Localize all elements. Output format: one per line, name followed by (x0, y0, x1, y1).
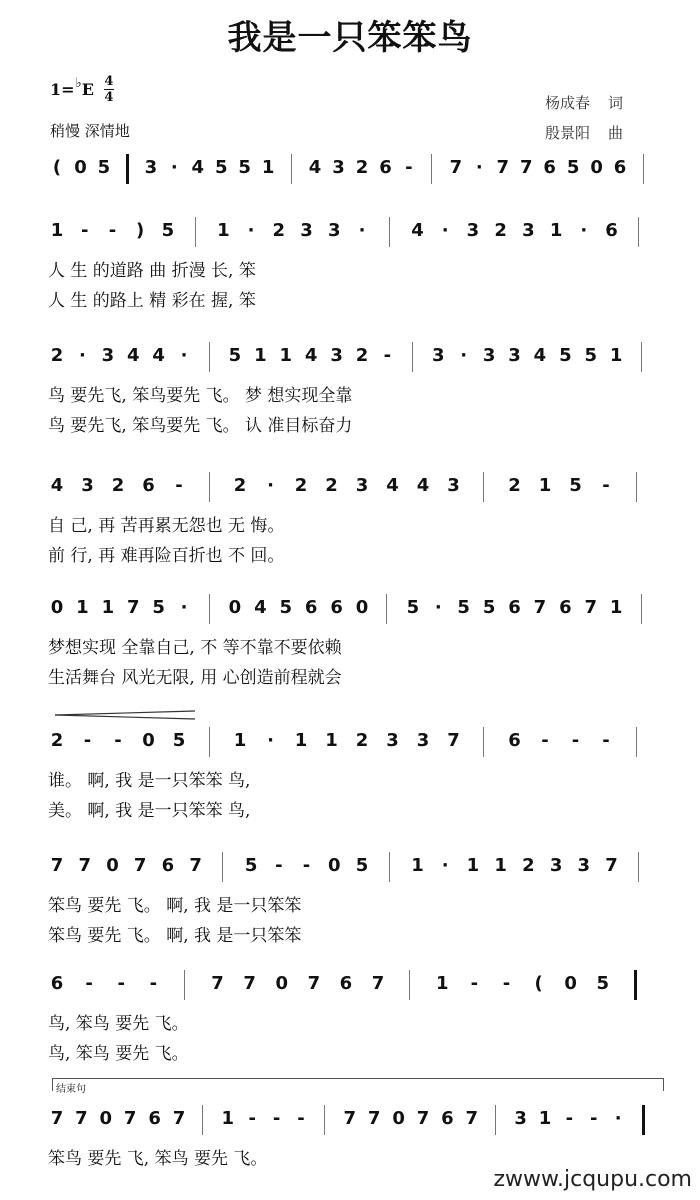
note: 2 (50, 730, 64, 751)
note: · (180, 345, 188, 366)
dash-note: - (149, 973, 158, 994)
lyrics-verse-2: 鸟, 笨鸟 要先 飞。 (48, 1044, 189, 1064)
note: 1 (609, 597, 623, 618)
note: 1 (494, 855, 507, 876)
dash-note: - (405, 157, 413, 178)
dash-note: - (80, 220, 89, 241)
note: · (441, 220, 449, 241)
time-signature (104, 75, 114, 104)
note: 2 (111, 475, 125, 496)
note: · (267, 730, 274, 751)
note: 7 (189, 855, 202, 876)
note: 3 (514, 1108, 527, 1129)
note: 0 (106, 855, 119, 876)
note: 4 (386, 475, 399, 496)
lyrics-verse-2: 生活舞台 风光无限, 用 心创造前程就会 (48, 668, 342, 688)
note: 6 (339, 973, 353, 994)
note: 6 (508, 597, 521, 618)
note: 1 (261, 157, 275, 178)
note: 7 (343, 1108, 357, 1129)
note: 7 (50, 855, 64, 876)
note: 0 (392, 1108, 405, 1129)
note: 5 (569, 475, 582, 496)
barline (324, 1105, 325, 1135)
note: 3 (522, 220, 535, 241)
note: 7 (50, 1108, 64, 1129)
note: 0 (564, 973, 577, 994)
note: 5 (238, 157, 251, 178)
note: · (434, 597, 442, 618)
lyrics-verse-1: 人 生 的道路 曲 折漫 长, 笨 (48, 261, 256, 281)
note: 3 (431, 345, 445, 366)
note: 6 (330, 597, 343, 618)
note: 5 (279, 597, 293, 618)
note: 5 (559, 345, 572, 366)
dash-note: - (302, 855, 311, 876)
note: 7 (447, 730, 460, 751)
note: 6 (605, 220, 618, 241)
barline (209, 342, 210, 372)
note: 7 (307, 973, 321, 994)
note: 3 (355, 475, 369, 496)
note: 7 (75, 1108, 88, 1129)
dash-note: - (114, 730, 122, 751)
note: 3 (482, 345, 496, 366)
note: 7 (133, 855, 147, 876)
dash-note: - (571, 730, 580, 751)
note: 2 (233, 475, 247, 496)
note: 0 (142, 730, 155, 751)
note: 7 (605, 855, 618, 876)
lyrics-verse-1: 鸟 要先飞, 笨鸟要先 飞。 梦 想实现全靠 (48, 386, 353, 406)
note: 6 (148, 1108, 161, 1129)
note: 2 (494, 220, 507, 241)
note: 4 (533, 345, 547, 366)
note: · (170, 157, 178, 178)
note: 7 (367, 1108, 381, 1129)
note: 5 (584, 345, 598, 366)
composer-credit (545, 118, 623, 148)
note: 0 (275, 973, 288, 994)
note: 7 (243, 973, 256, 994)
note: 6 (559, 597, 572, 618)
note: 7 (584, 597, 598, 618)
note: 2 (355, 157, 369, 178)
note: 7 (172, 1108, 186, 1129)
dash-note: - (248, 1108, 256, 1129)
watermark: zwww.jcqupu.com (493, 1167, 692, 1192)
note: 7 (126, 597, 140, 618)
barline (634, 970, 637, 1000)
note: · (441, 855, 449, 876)
note: 3 (416, 730, 430, 751)
lyrics-verse-1: 谁。 啊, 我 是一只笨笨 鸟, (48, 771, 251, 791)
note: 1 (254, 345, 267, 366)
lyrics-verse-2: 人 生 的路上 精 彩在 握, 笨 (48, 291, 256, 311)
key-prefix: 1= (50, 80, 75, 99)
note: 1 (233, 730, 247, 751)
dash-note: - (83, 730, 92, 751)
composer-role: 曲 (608, 124, 624, 142)
note: 4 (50, 475, 64, 496)
note: 3 (144, 157, 158, 178)
note: 1 (76, 597, 89, 618)
note: ( (52, 157, 62, 178)
barline (386, 594, 387, 624)
lyrics-verse-1: 笨鸟 要先 飞, 笨鸟 要先 飞。 (48, 1149, 268, 1169)
note: 1 (325, 730, 338, 751)
dash-note: - (602, 475, 610, 496)
lyrics-verse-1: 自 己, 再 苦再累无怨也 无 悔。 (48, 516, 285, 536)
dash-note: - (85, 973, 93, 994)
barline (184, 970, 185, 1000)
barline (642, 1105, 645, 1135)
note: 5 (152, 597, 165, 618)
note: 0 (74, 157, 87, 178)
note: 7 (496, 157, 510, 178)
dash-note: - (175, 475, 183, 496)
lyricist-role: 词 (608, 94, 624, 112)
barline (483, 727, 484, 757)
note: 3 (81, 475, 94, 496)
note: 1 (279, 345, 293, 366)
note: 6 (441, 1108, 454, 1129)
note: 4 (411, 220, 424, 241)
time-top: 4 (104, 74, 114, 89)
dash-note: - (108, 220, 117, 241)
note: 5 (406, 597, 420, 618)
lyrics-verse-1: 笨鸟 要先 飞。 啊, 我 是一只笨笨 (48, 896, 302, 916)
barline (209, 472, 210, 502)
note: 0 (50, 597, 64, 618)
note: · (180, 597, 188, 618)
note: 5 (161, 220, 175, 241)
flat-icon: ♭ (75, 76, 82, 91)
lyrics-verse-2: 鸟 要先飞, 笨鸟要先 飞。 认 准目标奋力 (48, 416, 353, 436)
note: 5 (172, 730, 186, 751)
note: 0 (99, 1108, 113, 1129)
ending-bracket (52, 1078, 664, 1091)
note: 7 (123, 1108, 137, 1129)
note: 2 (355, 730, 369, 751)
note: 4 (152, 345, 165, 366)
note: 4 (191, 157, 205, 178)
note: · (614, 1108, 622, 1129)
note: 4 (304, 345, 318, 366)
note: · (267, 475, 274, 496)
note: 2 (508, 475, 521, 496)
note: 0 (228, 597, 242, 618)
barline (389, 852, 390, 882)
barline (638, 217, 639, 247)
barline (638, 852, 639, 882)
barline (483, 472, 484, 502)
key-note: E (81, 80, 94, 99)
barline (126, 154, 129, 184)
note: · (247, 220, 255, 241)
note: 6 (613, 157, 627, 178)
note: 6 (50, 973, 64, 994)
note: 3 (549, 855, 563, 876)
note: 5 (244, 855, 258, 876)
note: 5 (228, 345, 242, 366)
barline (209, 594, 210, 624)
composer-name: 殷景阳 (545, 124, 591, 142)
lyrics-verse-1: 鸟, 笨鸟 要先 飞。 (48, 1014, 189, 1034)
note: ) (136, 220, 145, 241)
time-bottom: 4 (104, 90, 114, 105)
barline (291, 154, 292, 184)
note: 0 (328, 855, 341, 876)
note: 5 (482, 597, 496, 618)
note: 1 (538, 1108, 552, 1129)
note: 5 (457, 597, 470, 618)
note: 0 (590, 157, 603, 178)
barline (222, 852, 223, 882)
note: 1 (435, 973, 449, 994)
ending-label: 结束句 (56, 1084, 86, 1095)
note: 3 (332, 157, 345, 178)
barline (495, 1105, 496, 1135)
tempo-marking: 稍慢 深情地 (50, 122, 130, 140)
note: 7 (449, 157, 463, 178)
note: 3 (386, 730, 399, 751)
dash-note: - (275, 855, 283, 876)
note: 1 (549, 220, 563, 241)
note: 1 (538, 475, 552, 496)
note: 6 (508, 730, 521, 751)
note: 1 (411, 855, 424, 876)
note: 5 (214, 157, 228, 178)
note: 1 (101, 597, 115, 618)
lyricist-credit (545, 88, 623, 118)
note: 6 (142, 475, 155, 496)
barline (636, 472, 637, 502)
note: · (460, 345, 468, 366)
barline (641, 342, 642, 372)
barline (195, 217, 196, 247)
barline (389, 217, 390, 247)
barline (431, 154, 432, 184)
note: 7 (416, 1108, 430, 1129)
note: 1 (466, 855, 480, 876)
dash-note: - (602, 730, 610, 751)
note: 5 (596, 973, 610, 994)
dash-note: - (272, 1108, 281, 1129)
note: 2 (355, 345, 369, 366)
note: 4 (416, 475, 430, 496)
note: 5 (566, 157, 580, 178)
lyrics-verse-2: 笨鸟 要先 飞。 啊, 我 是一只笨笨 (48, 926, 302, 946)
note: 7 (211, 973, 224, 994)
barline (636, 727, 637, 757)
note: 2 (272, 220, 286, 241)
note: 4 (254, 597, 267, 618)
note: 3 (300, 220, 313, 241)
note: 7 (78, 855, 91, 876)
dash-note: - (541, 730, 549, 751)
hairpin-icon (55, 710, 195, 720)
note: 4 (126, 345, 140, 366)
note: · (358, 220, 366, 241)
note: 7 (519, 157, 533, 178)
note: 2 (522, 855, 535, 876)
barline (643, 154, 644, 184)
note: 3 (330, 345, 343, 366)
note: 3 (466, 220, 480, 241)
note: 5 (355, 855, 369, 876)
note: 2 (50, 345, 64, 366)
note: · (580, 220, 588, 241)
lyrics-verse-2: 美。 啊, 我 是一只笨笨 鸟, (48, 801, 251, 821)
barline (202, 1105, 203, 1135)
note: 4 (308, 157, 322, 178)
key-signature (50, 75, 114, 104)
note: 6 (543, 157, 556, 178)
lyrics-verse-2: 前 行, 再 难再险百折也 不 回。 (48, 546, 285, 566)
song-title: 我是一只笨笨鸟 (227, 18, 473, 58)
note: 3 (577, 855, 591, 876)
lyricist-name: 杨成春 (545, 94, 591, 112)
note: 6 (379, 157, 392, 178)
note: 3 (101, 345, 115, 366)
dash-note: - (383, 345, 392, 366)
dash-note: - (470, 973, 479, 994)
barline (641, 594, 642, 624)
note: · (475, 157, 483, 178)
note: 1 (50, 220, 64, 241)
note: 3 (447, 475, 460, 496)
note: 7 (465, 1108, 479, 1129)
dash-note: - (502, 973, 511, 994)
note: 0 (355, 597, 369, 618)
note: 1 (294, 730, 308, 751)
note: · (78, 345, 86, 366)
note: 1 (217, 220, 230, 241)
dash-note: - (117, 973, 125, 994)
note: 7 (533, 597, 547, 618)
note: 1 (609, 345, 623, 366)
dash-note: - (297, 1108, 305, 1129)
lyrics-verse-1: 梦想实现 全靠自己, 不 等不靠不要依赖 (48, 638, 342, 658)
note: 7 (371, 973, 385, 994)
dash-note: - (565, 1108, 574, 1129)
dash-note: - (590, 1108, 598, 1129)
note: 3 (508, 345, 521, 366)
barline (409, 970, 410, 1000)
note: 1 (221, 1108, 235, 1129)
credits (545, 88, 623, 148)
note: 5 (97, 157, 111, 178)
note: 3 (328, 220, 341, 241)
note: 2 (325, 475, 338, 496)
note: ( (534, 973, 543, 994)
note: 2 (294, 475, 308, 496)
note: 6 (161, 855, 175, 876)
barline (412, 342, 413, 372)
note: 6 (304, 597, 318, 618)
barline (209, 727, 210, 757)
